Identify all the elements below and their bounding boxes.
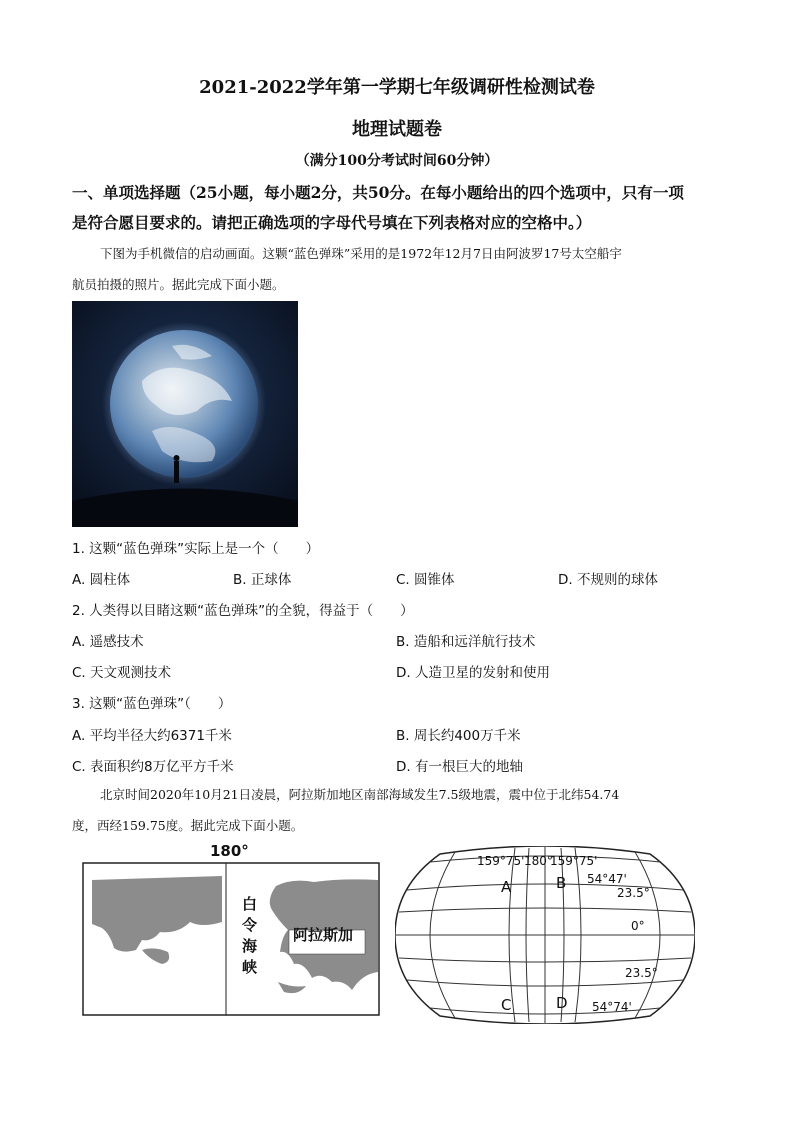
q2-option-b[interactable]: B. 造船和远洋航行技术 [396, 634, 536, 650]
strait-label: 白 令 海 峡 [242, 895, 258, 976]
exam-title: 2021-2022学年第一学期七年级调研性检测试卷 [199, 77, 595, 98]
intro2-line2: 度，西经159.75度。据此完成下面小题。 [72, 818, 304, 833]
exam-subtitle: 地理试题卷 [352, 119, 442, 140]
q3-option-d[interactable]: D. 有一根巨大的地轴 [396, 759, 523, 775]
section-heading-line2: 是符合愿目要求的。请把正确选项的字母代号填在下列表格对应的空格中。） [72, 213, 592, 232]
point-a: A [501, 878, 512, 896]
blue-marble-image [72, 301, 298, 527]
lat-label-equator: 0° [631, 919, 645, 933]
bering-strait-map [82, 842, 382, 1018]
point-c: C [501, 996, 512, 1014]
q2-option-d[interactable]: D. 人造卫星的发射和使用 [396, 665, 550, 681]
q3-option-c[interactable]: C. 表面积约8万亿平方千米 [72, 759, 234, 775]
q3-option-a[interactable]: A. 平均半径大约6371千米 [72, 728, 232, 744]
point-d: D [556, 994, 568, 1012]
lat-label-north-23: 23.5° [617, 886, 650, 900]
q3-stem: 3. 这颗“蓝色弹珠”（ ） [72, 696, 232, 712]
point-b: B [556, 874, 567, 892]
q1-stem: 1. 这颗“蓝色弹珠”实际上是一个（ ） [72, 541, 320, 557]
q2-option-c[interactable]: C. 天文观测技术 [72, 665, 172, 681]
alaska-label: 阿拉斯加 [293, 926, 354, 944]
lon-label-left: 159°75' [477, 854, 525, 868]
q1-option-b[interactable]: B. 正球体 [233, 572, 292, 588]
q3-option-b[interactable]: B. 周长约400万千米 [396, 728, 521, 744]
lat-label-south-23: 23.5° [625, 966, 658, 980]
q1-option-a[interactable]: A. 圆柱体 [72, 572, 131, 588]
lat-label-north-54: 54°47' [587, 872, 627, 886]
intro1-line1: 下图为手机微信的启动画面。这颗“蓝色弹珠”采用的是1972年12月7日由阿波罗17号太空船宇 [100, 246, 622, 261]
graticule-map [395, 846, 695, 1024]
q1-option-d[interactable]: D. 不规则的球体 [558, 572, 658, 588]
section-heading-line1: 一、单项选择题（25小题，每小题2分，共50分。在每小题给出的四个选项中，只有一项 [72, 183, 684, 202]
lon-label-right: 159°75' [550, 854, 598, 868]
intro2-line1: 北京时间2020年10月21日凌晨，阿拉斯加地区南部海域发生7.5级地震，震中位于北纬54.74 [100, 787, 620, 802]
graticule-svg [395, 846, 695, 1024]
exam-note: （满分100分考试时间60分钟） [295, 153, 499, 169]
q1-option-c[interactable]: C. 圆锥体 [396, 572, 455, 588]
q2-stem: 2. 人类得以目睹这颗“蓝色弹珠”的全貌，得益于（ ） [72, 603, 414, 619]
q2-option-a[interactable]: A. 遥感技术 [72, 634, 144, 650]
lat-label-south-54: 54°74' [592, 1000, 632, 1014]
lon-label-center: 180° [524, 854, 553, 868]
meridian-label: 180° [210, 842, 249, 860]
intro1-line2: 航员拍摄的照片。据此完成下面小题。 [72, 277, 285, 292]
